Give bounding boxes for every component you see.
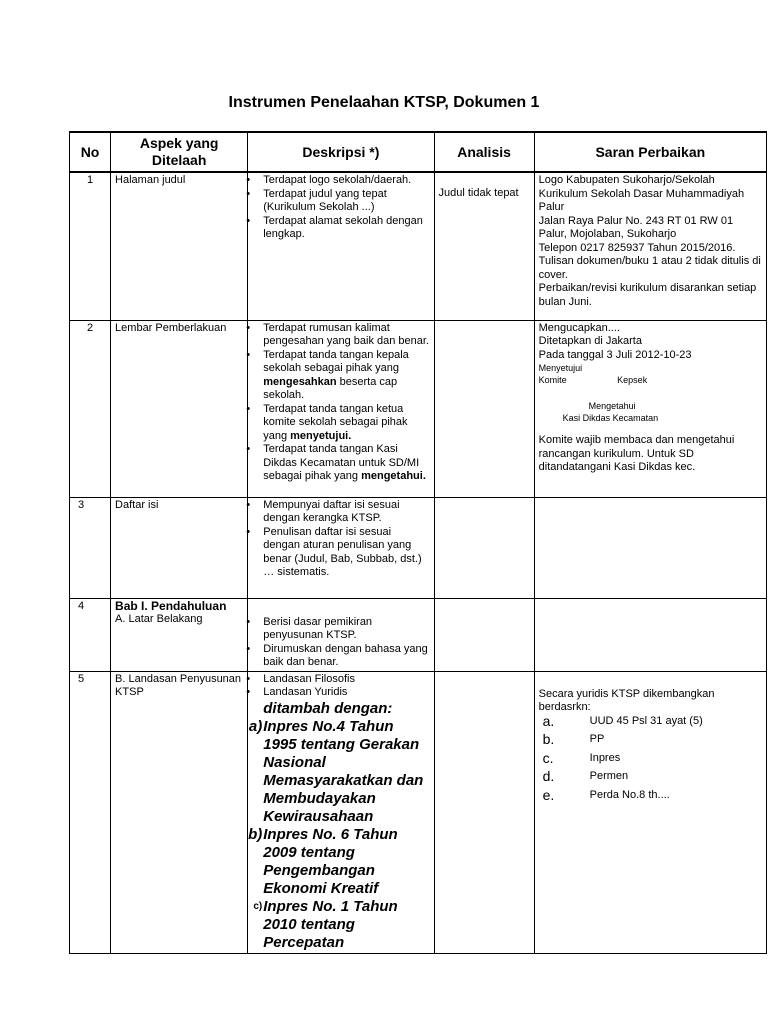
list-item: • Terdapat logo sekolah/daerah. [263,174,429,188]
table-row [70,598,767,671]
deskripsi-cell [248,172,434,320]
saran-cell [534,497,766,598]
document-title: Instrumen Penelaahan KTSP, Dokumen 1 [228,94,540,111]
row-number: 4 [70,598,111,671]
row-number: 3 [70,497,111,598]
item-label: b) [248,825,263,843]
list-item: • Terdapat tanda tangan ketua komite sekolah sebagai pihak yang menyetujui. [263,403,429,444]
inpres-item [253,897,429,952]
saran-line: Logo Kabupaten Sukoharjo/Sekolah [538,174,715,186]
row-number: 2 [70,320,111,497]
aspek-cell: Halaman judul [111,172,248,320]
kepsek-label: Kepsek [617,375,648,385]
item-text: Inpres No. 6 Tahun 2009 tentang Pengembangan Ekonomi Kreatif [263,825,398,897]
saran-intro: Secara yuridis KTSP dikembangkan berdasrkn: [538,687,715,713]
analisis-cell [434,320,534,497]
header-saran: Saran Perbaikan [534,132,766,172]
review-table [69,131,767,954]
list-item: • Dirumuskan dengan bahasa yang baik dan benar. [263,643,429,670]
aspek-cell [111,598,248,671]
list-item: a. UUD 45 Psl 31 ayat (5) [542,712,703,729]
deskripsi-cell [248,671,434,953]
item-text: Inpres No. 1 Tahun 2010 tentang Percepatan [263,897,398,951]
table-row [70,172,767,320]
analisis-cell [434,598,534,671]
list-item: • Terdapat alamat sekolah dengan lengkap. [263,215,429,242]
list-item: • Landasan Yuridis [263,686,429,700]
list-item: • Terdapat tanda tangan kepala sekolah sebagai pihak yang mengesahkan beserta cap sekolah. [263,349,429,403]
row-number: 1 [70,172,111,320]
signature-labels [539,374,762,386]
list-item: • Terdapat judul yang tepat (Kurikulum Sekolah ...) [263,188,429,215]
saran-cell [534,598,766,671]
item-text: Inpres No.4 Tahun 1995 tentang Gerakan Nasional Memasyarakatkan dan Membudayakan Kewirausahaan [263,717,424,825]
saran-line: Pada tanggal 3 Juli 2012-10-23 [538,348,692,361]
header-analisis: Analisis [434,132,534,172]
list-item: • Mempunyai daftar isi sesuai dengan kerangka KTSP. [263,499,429,526]
list-item: • Terdapat rumusan kalimat pengesahan yang baik dan benar. [263,322,429,349]
aspek-cell: Lembar Pemberlakuan [111,320,248,497]
saran-line: Kurikulum Sekolah Dasar Muhammadiyah Palur [538,187,745,213]
item-label: c) [253,900,263,912]
inpres-item [248,825,429,898]
header-no: No [70,132,111,172]
list-item: • Terdapat tanda tangan Kasi Dikdas Kecamatan untuk SD/MI sebagai pihak yang mengetahui. [263,443,429,484]
list-item: • Landasan Filosofis [263,673,429,687]
saran-cell [534,172,766,320]
saran-cell [534,320,766,497]
saran-line: Mengucapkan.... [538,321,620,334]
saran-cell [534,671,766,953]
komite-label: Komite [538,375,567,385]
list-item: e. Perda No.8 th.... [542,786,670,803]
header-deskripsi: Deskripsi *) [248,132,434,172]
table-row [70,320,767,497]
list-item: b. PP [542,731,605,747]
inpres-item [248,717,429,826]
analisis-text: Judul tidak tepat [438,187,519,199]
kasi-label: Kasi Dikdas Kecamatan [562,413,659,423]
deskripsi-cell [248,320,434,497]
item-label: a) [248,717,263,735]
list-item: • Penulisan daftar isi sesuai dengan aturan penulisan yang benar (Judul, Bab, Subbab, dst.) … sistematis. [263,526,429,580]
table-row [70,671,767,953]
aspek-text: A. Latar Belakang [115,613,203,625]
saran-line: Jalan Raya Palur No. 243 RT 01 RW 01 Palur, Mojolaban, Sukoharjo [538,214,734,240]
deskripsi-cell [248,598,434,671]
saran-line: Telepon 0217 825937 Tahun 2015/2016. [538,241,736,254]
aspek-cell: B. Landasan Penyusunan KTSP [111,671,248,953]
saran-line: Perbaikan/revisi kurikulum disarankan setiap bulan Juni. [538,282,757,308]
analisis-cell [434,671,534,953]
saran-line: Ditetapkan di Jakarta [538,335,642,347]
mengetahui-label: Mengetahui [588,401,636,411]
list-item: d. Permen [542,768,629,784]
saran-line: Tulisan dokumen/buku 1 atau 2 tidak ditulis di cover. [538,255,761,281]
analisis-cell [434,497,534,598]
aspek-cell: Daftar isi [111,497,248,598]
row-number: 5 [70,671,111,953]
saran-line: Komite wajib membaca dan mengetahui rancangan kurikulum. Untuk SD ditandatangani Kasi Dikdas kec. [538,434,735,473]
table-row [70,497,767,598]
deskripsi-cell [248,497,434,598]
ditambah-heading: ditambah dengan: [263,699,393,717]
analisis-cell [434,172,534,320]
list-item: • Berisi dasar pemikiran penyusunan KTSP. [263,616,429,643]
list-item: c. Inpres [542,749,621,766]
section-heading: Bab I. Pendahuluan [115,598,227,613]
menyetujui-label: Menyetujui [538,363,583,373]
header-aspek: Aspek yang Ditelaah [111,132,248,172]
